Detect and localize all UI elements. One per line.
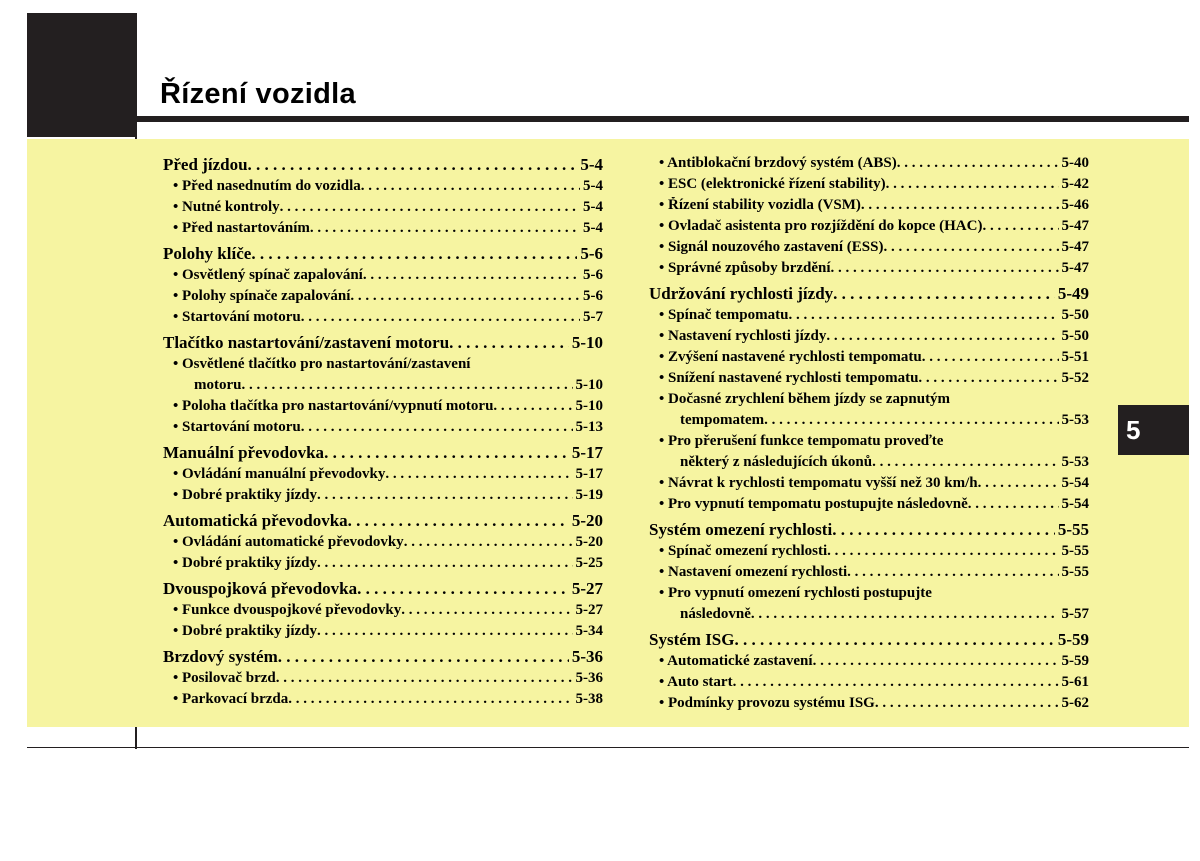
toc-entry[interactable] <box>649 433 1089 454</box>
dot-leader <box>872 454 1058 471</box>
toc-entry-page: 5-47 <box>1061 218 1089 234</box>
dot-leader <box>833 284 1055 304</box>
toc-section[interactable] <box>163 579 603 602</box>
toc-entry-page: 5-10 <box>571 333 603 352</box>
toc-entry-title: • Nastavení rychlosti jízdy <box>659 328 827 344</box>
toc-entry-page: 5-52 <box>1061 370 1089 386</box>
toc-entry-title: některý z následujících úkonů <box>680 454 873 470</box>
toc-entry-page: 5-51 <box>1061 349 1089 365</box>
toc-entry-page: 5-55 <box>1061 564 1089 580</box>
dot-leader <box>348 511 569 531</box>
toc-entry-title: • Polohy spínače zapalování <box>173 288 351 304</box>
toc-entry-page: 5-38 <box>575 691 603 707</box>
dot-leader <box>922 349 1059 366</box>
toc-entry[interactable] <box>649 695 1089 716</box>
toc-entry-page: 5-20 <box>575 534 603 550</box>
toc-entry[interactable] <box>649 674 1089 695</box>
toc-entry-page: 5-6 <box>583 288 603 304</box>
toc-entry-page: 5-36 <box>571 647 603 666</box>
toc-entry-page: 5-42 <box>1061 176 1089 192</box>
dot-leader <box>317 487 572 504</box>
toc-entry-title: • Startování motoru <box>173 419 301 435</box>
chapter-tab <box>1118 405 1189 455</box>
dot-leader <box>982 218 1058 235</box>
dot-leader <box>401 602 572 619</box>
toc-entry[interactable] <box>649 176 1089 197</box>
toc-section[interactable] <box>163 443 603 466</box>
toc-entry[interactable] <box>649 653 1089 674</box>
toc-entry-page: 5-4 <box>583 220 603 236</box>
page-title: Řízení vozidla <box>160 78 356 110</box>
toc-entry-title: • Před nasednutím do vozidla <box>173 178 361 194</box>
toc-section[interactable] <box>163 647 603 670</box>
toc-entry-title: Tlačítko nastartování/zastavení motoru <box>163 333 450 352</box>
toc-section[interactable] <box>163 333 603 356</box>
toc-entry[interactable] <box>163 623 603 644</box>
toc-entry-title: • Ovládání automatické převodovky <box>173 534 404 550</box>
toc-entry[interactable] <box>649 218 1089 239</box>
toc-entry-page: 5-4 <box>580 155 603 174</box>
toc-entry[interactable] <box>649 475 1089 496</box>
toc-entry-page: 5-4 <box>583 178 603 194</box>
toc-entry-title: • Před nastartováním <box>173 220 310 236</box>
toc-entry-page: 5-59 <box>1061 653 1089 669</box>
toc-entry-page: 5-59 <box>1057 630 1089 649</box>
toc-section[interactable] <box>163 511 603 534</box>
toc-entry-title: • Zvýšení nastavené rychlosti tempomatu <box>659 349 922 365</box>
toc-entry-title: • Snížení nastavené rychlosti tempomatu <box>659 370 919 386</box>
toc-entry-page: 5-6 <box>583 267 603 283</box>
toc-entry-page: 5-54 <box>1061 475 1089 491</box>
toc-entry-page: 5-7 <box>583 309 603 325</box>
toc-entry-title: • Automatické zastavení <box>659 653 813 669</box>
dot-leader <box>278 647 569 667</box>
toc-entry-title: • Dočasné zrychlení během jízdy se zapnutým <box>659 391 951 407</box>
dot-leader <box>404 534 573 551</box>
toc-entry-title: Systém ISG <box>649 630 735 649</box>
dot-leader <box>248 155 578 175</box>
toc-entry-title: • Podmínky provozu systému ISG <box>659 695 875 711</box>
toc-entry-title: • Pro přerušení funkce tempomatu proveďte <box>659 433 944 449</box>
toc-entry-title: • Osvětlené tlačítko pro nastartování/zastavení <box>173 356 471 372</box>
toc-entry-title: • Funkce dvouspojkové převodovky <box>173 602 402 618</box>
toc-entry-title: • Pro vypnutí omezení rychlosti postupujte <box>659 585 932 601</box>
toc-entry[interactable] <box>649 328 1089 349</box>
toc-entry-page: 5-46 <box>1061 197 1089 213</box>
toc-entry-title: Dvouspojková převodovka <box>163 579 358 598</box>
toc-entry-page: 5-55 <box>1057 520 1089 539</box>
toc-entry-page: 5-47 <box>1061 239 1089 255</box>
toc-entry[interactable] <box>163 398 603 419</box>
dot-leader <box>968 496 1059 513</box>
dot-leader <box>861 197 1059 214</box>
toc-entry-title: • Spínač omezení rychlosti <box>659 543 828 559</box>
toc-entry-title: • Parkovací brzda <box>173 691 289 707</box>
toc-entry-title: • Správné způsoby brzdění <box>659 260 831 276</box>
toc-column-left <box>163 155 603 712</box>
toc-entry[interactable] <box>163 288 603 309</box>
toc-entry[interactable] <box>163 377 603 398</box>
dot-leader <box>280 199 580 216</box>
toc-section[interactable] <box>163 155 603 178</box>
toc-entry-title: • Auto start <box>659 674 733 690</box>
dot-leader <box>350 288 580 305</box>
toc-entry-title: Automatická převodovka <box>163 511 348 530</box>
toc-entry-title: • Startování motoru <box>173 309 301 325</box>
dot-leader <box>832 520 1055 540</box>
toc-entry[interactable] <box>649 239 1089 260</box>
header-black-tab <box>27 13 137 137</box>
toc-entry-page: 5-50 <box>1061 307 1089 323</box>
toc-entry-page: 5-53 <box>1061 454 1089 470</box>
toc-entry[interactable] <box>649 496 1089 517</box>
toc-entry[interactable] <box>649 307 1089 328</box>
toc-entry-page: 5-20 <box>571 511 603 530</box>
toc-entry[interactable] <box>649 155 1089 176</box>
toc-entry-page: 5-40 <box>1061 155 1089 171</box>
toc-entry[interactable] <box>163 555 603 576</box>
toc-entry-title: Systém omezení rychlosti <box>649 520 833 539</box>
toc-entry-title: • Pro vypnutí tempomatu postupujte následovně <box>659 496 968 512</box>
dot-leader <box>276 670 573 687</box>
toc-entry-title: Polohy klíče <box>163 244 252 263</box>
dot-leader <box>242 377 573 394</box>
toc-entry[interactable] <box>649 391 1089 412</box>
toc-entry-page: 5-50 <box>1061 328 1089 344</box>
toc-entry-page: 5-10 <box>575 398 603 414</box>
dot-leader <box>886 176 1059 193</box>
bottom-rule <box>27 747 1189 748</box>
toc-entry-page: 5-47 <box>1061 260 1089 276</box>
toc-entry[interactable] <box>163 691 603 712</box>
dot-leader <box>875 695 1059 712</box>
toc-section[interactable] <box>649 284 1089 307</box>
dot-leader <box>301 309 580 326</box>
toc-column-right <box>649 155 1089 716</box>
toc-entry[interactable] <box>163 534 603 555</box>
dot-leader <box>813 653 1059 670</box>
toc-entry[interactable] <box>649 260 1089 281</box>
toc-entry[interactable] <box>649 606 1089 627</box>
toc-entry-title: • Ovladač asistenta pro rozjíždění do kopce (HAC) <box>659 218 983 234</box>
dot-leader <box>827 543 1058 560</box>
dot-leader <box>918 370 1058 387</box>
toc-entry-page: 5-36 <box>575 670 603 686</box>
chapter-number: 5 <box>1126 414 1141 445</box>
toc-entry-page: 5-53 <box>1061 412 1089 428</box>
toc-entry[interactable] <box>163 487 603 508</box>
dot-leader <box>826 328 1058 345</box>
toc-entry-title: • Ovládání manuální převodovky <box>173 466 386 482</box>
toc-entry-page: 5-10 <box>575 377 603 393</box>
toc-entry-title: • Řízení stability vozidla (VSM) <box>659 197 861 213</box>
dot-leader <box>251 244 577 264</box>
toc-entry-title: tempomatem <box>680 412 765 428</box>
dot-leader <box>978 475 1059 492</box>
dot-leader <box>310 220 580 237</box>
toc-entry-page: 5-57 <box>1061 606 1089 622</box>
toc-section[interactable] <box>163 244 603 267</box>
toc-entry-title: • Osvětlený spínač zapalování <box>173 267 363 283</box>
toc-entry[interactable] <box>163 178 603 199</box>
toc-entry[interactable] <box>649 197 1089 218</box>
dot-leader <box>764 412 1058 429</box>
dot-leader <box>363 267 580 284</box>
toc-entry[interactable] <box>163 267 603 288</box>
toc-entry-title: Před jízdou <box>163 155 248 174</box>
dot-leader <box>883 239 1058 256</box>
toc-entry-page: 5-62 <box>1061 695 1089 711</box>
toc-entry-page: 5-6 <box>580 244 603 263</box>
dot-leader <box>734 630 1054 650</box>
toc-entry[interactable] <box>163 309 603 330</box>
toc-section[interactable] <box>649 630 1089 653</box>
toc-entry[interactable] <box>163 199 603 220</box>
toc-entry-title: • Posilovač brzd <box>173 670 276 686</box>
toc-entry-page: 5-17 <box>575 466 603 482</box>
toc-entry[interactable] <box>649 349 1089 370</box>
toc-entry-page: 5-54 <box>1061 496 1089 512</box>
toc-entry-title: • ESC (elektronické řízení stability) <box>659 176 886 192</box>
toc-entry-page: 5-49 <box>1057 284 1089 303</box>
toc-entry-title: • Nutné kontroly <box>173 199 280 215</box>
toc-entry-title: • Dobré praktiky jízdy <box>173 487 318 503</box>
toc-entry-title: Udržování rychlosti jízdy <box>649 284 834 303</box>
toc-entry-title: • Nastavení omezení rychlosti <box>659 564 848 580</box>
toc-entry[interactable] <box>649 454 1089 475</box>
dot-leader <box>301 419 573 436</box>
toc-entry-page: 5-4 <box>583 199 603 215</box>
toc-entry-page: 5-34 <box>575 623 603 639</box>
toc-entry[interactable] <box>649 564 1089 585</box>
toc-entry[interactable] <box>163 670 603 691</box>
toc-entry[interactable] <box>649 543 1089 564</box>
dot-leader <box>357 579 569 599</box>
toc-entry[interactable] <box>163 466 603 487</box>
toc-entry-page: 5-25 <box>575 555 603 571</box>
dot-leader <box>317 623 572 640</box>
toc-entry[interactable] <box>649 370 1089 391</box>
toc-entry[interactable] <box>163 602 603 623</box>
toc-entry-page: 5-27 <box>571 579 603 598</box>
toc-entry-page: 5-27 <box>575 602 603 618</box>
toc-entry[interactable] <box>649 585 1089 606</box>
toc-entry-page: 5-55 <box>1061 543 1089 559</box>
dot-leader <box>733 674 1059 691</box>
dot-leader <box>324 443 569 463</box>
toc-entry-title: • Dobré praktiky jízdy <box>173 555 318 571</box>
toc-entry[interactable] <box>163 220 603 241</box>
dot-leader <box>831 260 1059 277</box>
toc-entry-title: • Antiblokační brzdový systém (ABS) <box>659 155 897 171</box>
toc-entry-page: 5-19 <box>575 487 603 503</box>
dot-leader <box>847 564 1058 581</box>
toc-entry-title: Brzdový systém <box>163 647 278 666</box>
dot-leader <box>385 466 572 483</box>
dot-leader <box>897 155 1059 172</box>
toc-entry[interactable] <box>163 419 603 440</box>
toc-entry-title: • Návrat k rychlosti tempomatu vyšší než 30 km/h <box>659 475 978 491</box>
toc-entry-title: motoru <box>194 377 242 393</box>
toc-entry[interactable] <box>163 356 603 377</box>
dot-leader <box>493 398 572 415</box>
dot-leader <box>788 307 1058 324</box>
toc-section[interactable] <box>649 520 1089 543</box>
dot-leader <box>449 333 569 353</box>
toc-entry-page: 5-17 <box>571 443 603 462</box>
title-rule <box>135 116 1189 122</box>
dot-leader <box>288 691 572 708</box>
toc-entry-title: následovně <box>680 606 751 622</box>
toc-entry-page: 5-13 <box>575 419 603 435</box>
toc-entry-title: • Spínač tempomatu <box>659 307 789 323</box>
toc-entry-title: • Poloha tlačítka pro nastartování/vypnutí motoru <box>173 398 494 414</box>
toc-entry-page: 5-61 <box>1061 674 1089 690</box>
dot-leader <box>317 555 572 572</box>
toc-entry-title: Manuální převodovka <box>163 443 325 462</box>
toc-entry-title: • Signál nouzového zastavení (ESS) <box>659 239 884 255</box>
toc-entry-title: • Dobré praktiky jízdy <box>173 623 318 639</box>
toc-entry[interactable] <box>649 412 1089 433</box>
dot-leader <box>361 178 580 195</box>
dot-leader <box>751 606 1059 623</box>
